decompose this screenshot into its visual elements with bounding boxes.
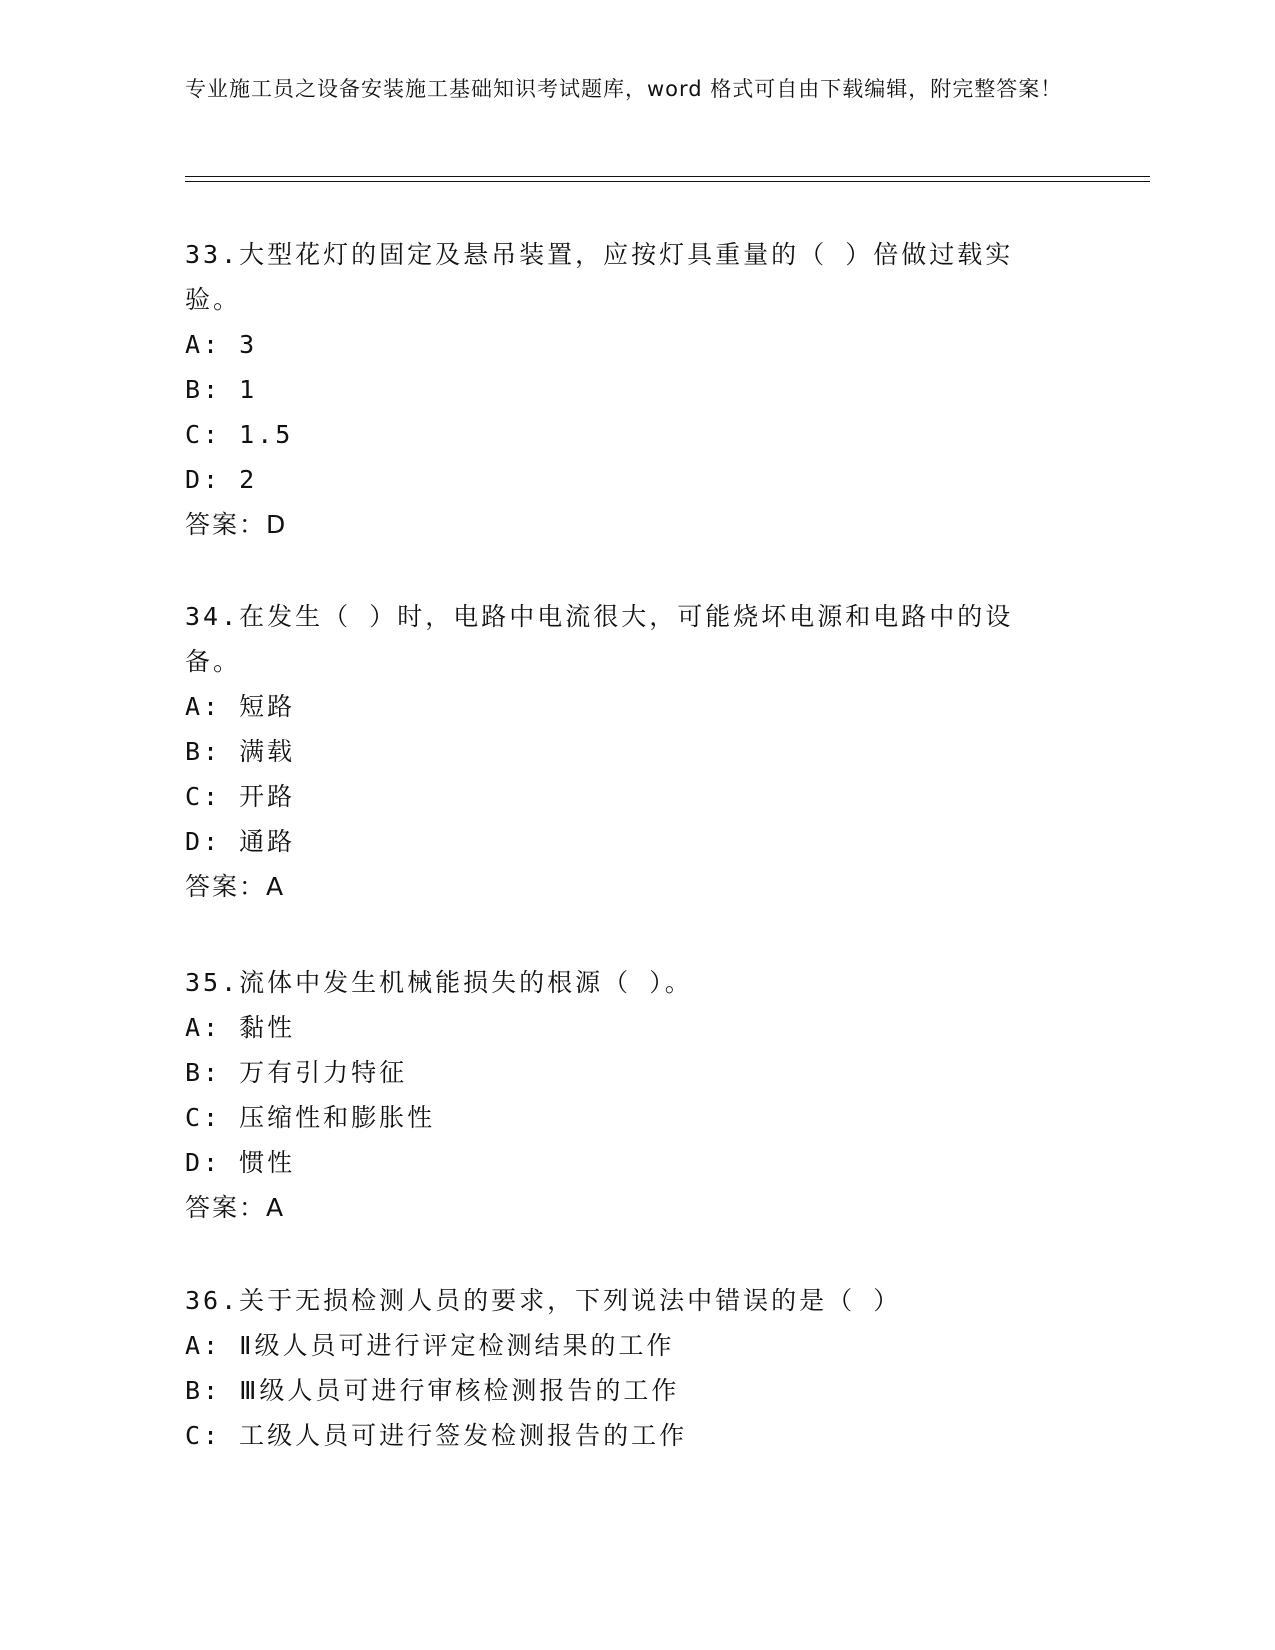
option-b: B: 1 [185, 375, 258, 404]
option-c: C: 工级人员可进行签发检测报告的工作 [185, 1421, 688, 1450]
answer: 答案：A [185, 1193, 286, 1222]
option-d: D: 惯性 [185, 1148, 296, 1177]
option-c: C: 压缩性和膨胀性 [185, 1103, 436, 1132]
option-d: D: 通路 [185, 827, 296, 856]
option-c: C: 1.5 [185, 420, 294, 449]
option-b: B: 满载 [185, 737, 296, 766]
option-d: D: 2 [185, 465, 258, 494]
option-a: A: 黏性 [185, 1013, 296, 1042]
option-c: C: 开路 [185, 782, 296, 811]
option-a: A: 短路 [185, 692, 296, 721]
option-b: B: 万有引力特征 [185, 1058, 408, 1087]
header-divider-top [185, 176, 1150, 177]
option-b: B: Ⅲ级人员可进行审核检测报告的工作 [185, 1376, 680, 1405]
question-34 [185, 594, 1065, 909]
question-36 [185, 1278, 1065, 1458]
option-a: A: Ⅱ级人员可进行评定检测结果的工作 [185, 1331, 675, 1360]
document-header: 专业施工员之设备安装施工基础知识考试题库，word 格式可自由下载编辑，附完整答案！ [185, 77, 1063, 101]
question-stem: 33.大型花灯的固定及悬吊装置，应按灯具重量的（ ）倍做过载实验。 [185, 240, 1014, 314]
answer: 答案：A [185, 872, 286, 901]
question-stem: 35.流体中发生机械能损失的根源（ ）。 [185, 968, 693, 997]
answer: 答案：D [185, 510, 288, 539]
question-stem: 36.关于无损检测人员的要求，下列说法中错误的是（ ） [185, 1286, 902, 1315]
question-stem: 34.在发生（ ）时，电路中电流很大，可能烧坏电源和电路中的设备。 [185, 602, 1014, 676]
question-33 [185, 232, 1065, 547]
question-35 [185, 960, 1065, 1230]
option-a: A: 3 [185, 330, 258, 359]
header-divider-bottom [185, 181, 1150, 182]
